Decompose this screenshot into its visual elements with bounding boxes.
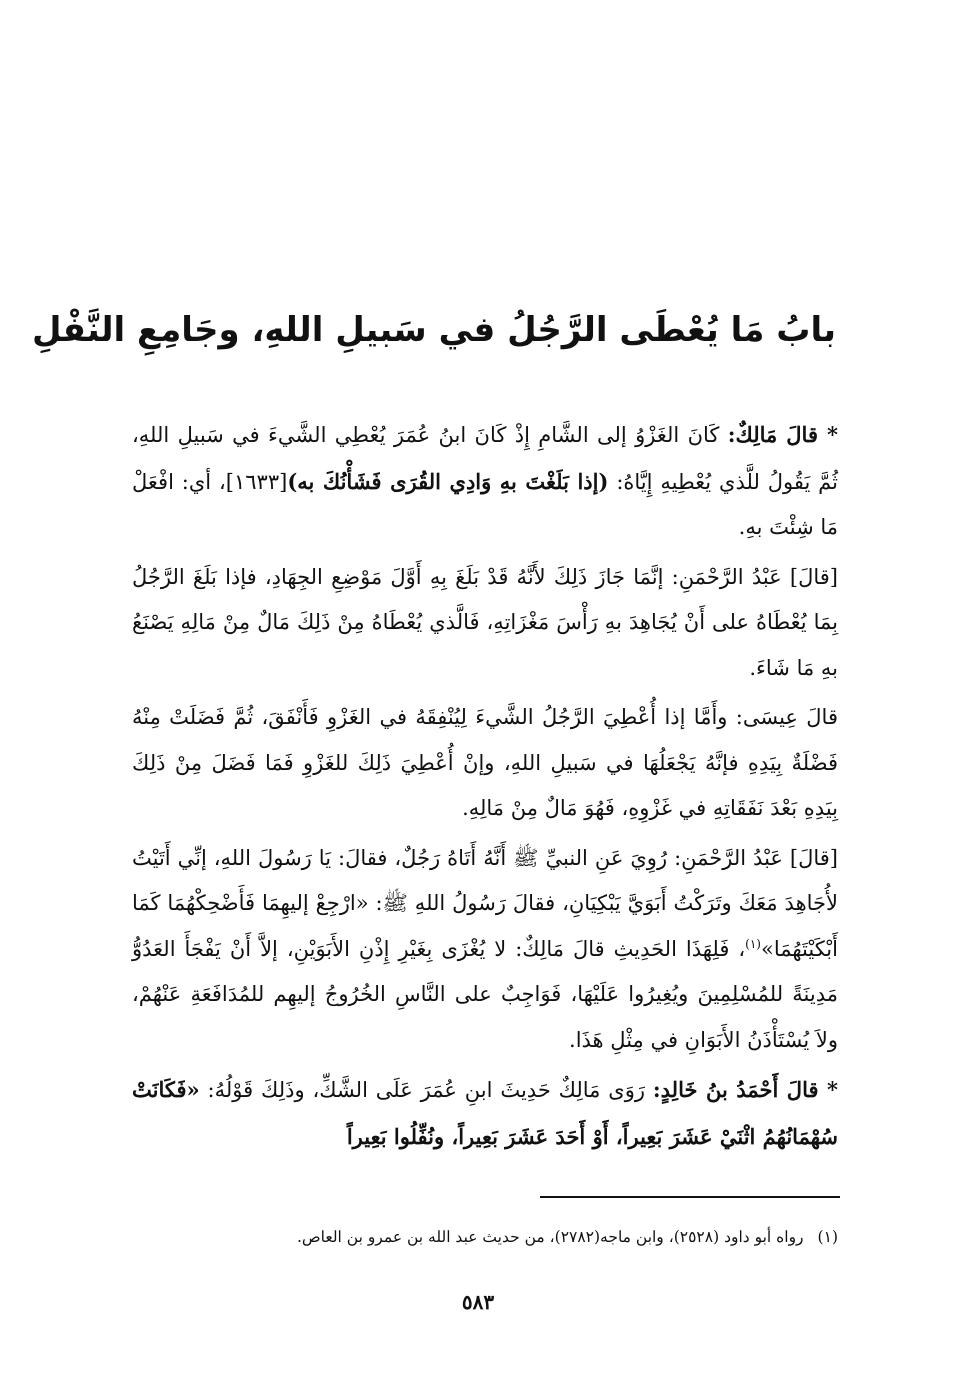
- footnote: [132, 1222, 838, 1252]
- body-text: [132, 412, 838, 1164]
- paragraph-3-lead: قالَ عِيسَى:: [735, 705, 838, 729]
- paragraph-1-text: كَانَ الغَزْوُ إلى الشَّامِ إِذْ كَانَ ابنُ عُمَرَ يُعْطِي الشَّيءَ في سَبيلِ اللهِ، ثُمَّ يَقُولُ للَّذي يُعْطِيهِ إِيَّاهُ:: [132, 423, 839, 494]
- chapter-title: بابُ مَا يُعْطَى الرَّجُلُ في سَبيلِ اللهِ، وجَامِعِ النَّفْلِ: [32, 310, 836, 350]
- paragraph-4-lead: [قالَ] عَبْدُ الرَّحْمَنِ:: [674, 845, 838, 870]
- paragraph-1-tail: [١٦٣٣]، أي: افْعَلْ مَا شِئْتَ بهِ.: [132, 469, 838, 539]
- paragraph-5: [132, 1067, 838, 1160]
- paragraph-1-quote: (إذا بَلَغْتَ بهِ وَادِي القُرَى فَشَأْنُكَ به): [287, 468, 609, 494]
- paragraph-1-lead: * قالَ مَالِكٌ:: [727, 422, 838, 447]
- paragraph-4: [132, 836, 838, 1064]
- paragraph-2: [132, 555, 838, 692]
- footnote-divider: [540, 1196, 840, 1198]
- paragraph-5-lead: * قالَ أَحْمَدُ بنُ خَالِدٍ:: [652, 1077, 838, 1102]
- footnote-mark: (١): [817, 1228, 838, 1246]
- paragraph-3: [132, 695, 838, 832]
- paragraph-5-text: رَوَى مَالِكٌ حَدِيثَ ابنِ عُمَرَ عَلَى الشَّكِّ، وذَلِكَ قَوْلُهُ:: [199, 1078, 653, 1102]
- paragraph-5-quote: «فَكَانَتْ سُهْمَانُهُمُ اثْنَيْ عَشَرَ بَعِيراً، أَوْ أَحَدَ عَشَرَ بَعِيراً، ونُفِّلُوا بَعِيراً: [132, 1077, 838, 1149]
- footnote-text: رواه أبو داود (٢٥٢٨)، وابن ماجه(٢٧٨٢)، من حديث عبد الله بن عمرو بن العاص.: [296, 1228, 804, 1246]
- paragraph-4-tail: ، فَلِهَذَا الحَدِيثِ قالَ مَالِكٌ: لا يُغْزَى بِغَيْرِ إِذْنِ الأَبَوَيْنِ، إلاَّ أَنْ يَفْجَأَ العَدُوُّ مَدِينَةً للمُسْلِمِينَ ويُغِيرُوا عَلَيْهَا، فَوَاجِبٌ على النَّاسِ الخُرُوجُ إليهِم للمُدَافَعَةِ عَنْهُمْ، ولاَ يُسْتَأْذَنُ الأَبَوَانِ في مِثْلِ هَذَا.: [132, 936, 838, 1052]
- page-number: ٥٨٣: [461, 1290, 495, 1314]
- paragraph-4-text: رُوِيَ عَنِ النبيِّ ﷺ أَنَّهُ أَتَاهُ رَجُلٌ، فقالَ: يَا رَسُولَ اللهِ، إنِّي أَتَيْتُ لأُجَاهِدَ مَعَكَ وتَرَكْتُ أَبَوَيَّ يَبْكِيَانِ، فقالَ رَسُولُ اللهِ ﷺ: «ارْجِعْ إليهِمَا فَأَضْحِكْهُمَا كَمَا أَبْكَيْتَهُمَا»: [132, 845, 838, 961]
- paragraph-2-lead: [قالَ] عَبْدُ الرَّحْمَنِ:: [671, 564, 838, 589]
- paragraph-2-text: إنَّمَا جَازَ ذَلِكَ لأَنَّهُ قَدْ بَلَغَ بِهِ أَوَّلَ مَوْضِعِ الجِهَادِ، فإذا بَلَغَ الرَّجُلُ بِمَا يُعْطَاهُ على أَنْ يُجَاهِدَ بهِ رَأْسَ مَغْزَاتِهِ، فَالَّذي يُعْطَاهُ مِنْ ذَلِكَ مَالٌ مِنْ مَالِهِ يَصْنَعُ بهِ مَا شَاءَ.: [132, 564, 838, 680]
- paragraph-1: [132, 412, 838, 551]
- footnote-reference[interactable]: (١): [745, 936, 761, 951]
- paragraph-3-text: وأَمَّا إذا أُعْطِيَ الرَّجُلُ الشَّيءَ لِيُنْفِقَهُ في الغَزْوِ فَأَنْفَقَ، ثُمَّ فَضَلَتْ مِنْهُ فَضْلَةٌ بِيَدِهِ فإنَّهُ يَجْعَلُهَا في سَبيلِ اللهِ، وإنْ أُعْطِيَ ذَلِكَ للغَزْوِ فَمَا فَضَلَ مِنْ ذَلِكَ بِيَدِهِ بَعْدَ نَفَقَاتِهِ في غَزْوِهِ، فَهُوَ مَالٌ مِنْ مَالِهِ.: [132, 705, 838, 820]
